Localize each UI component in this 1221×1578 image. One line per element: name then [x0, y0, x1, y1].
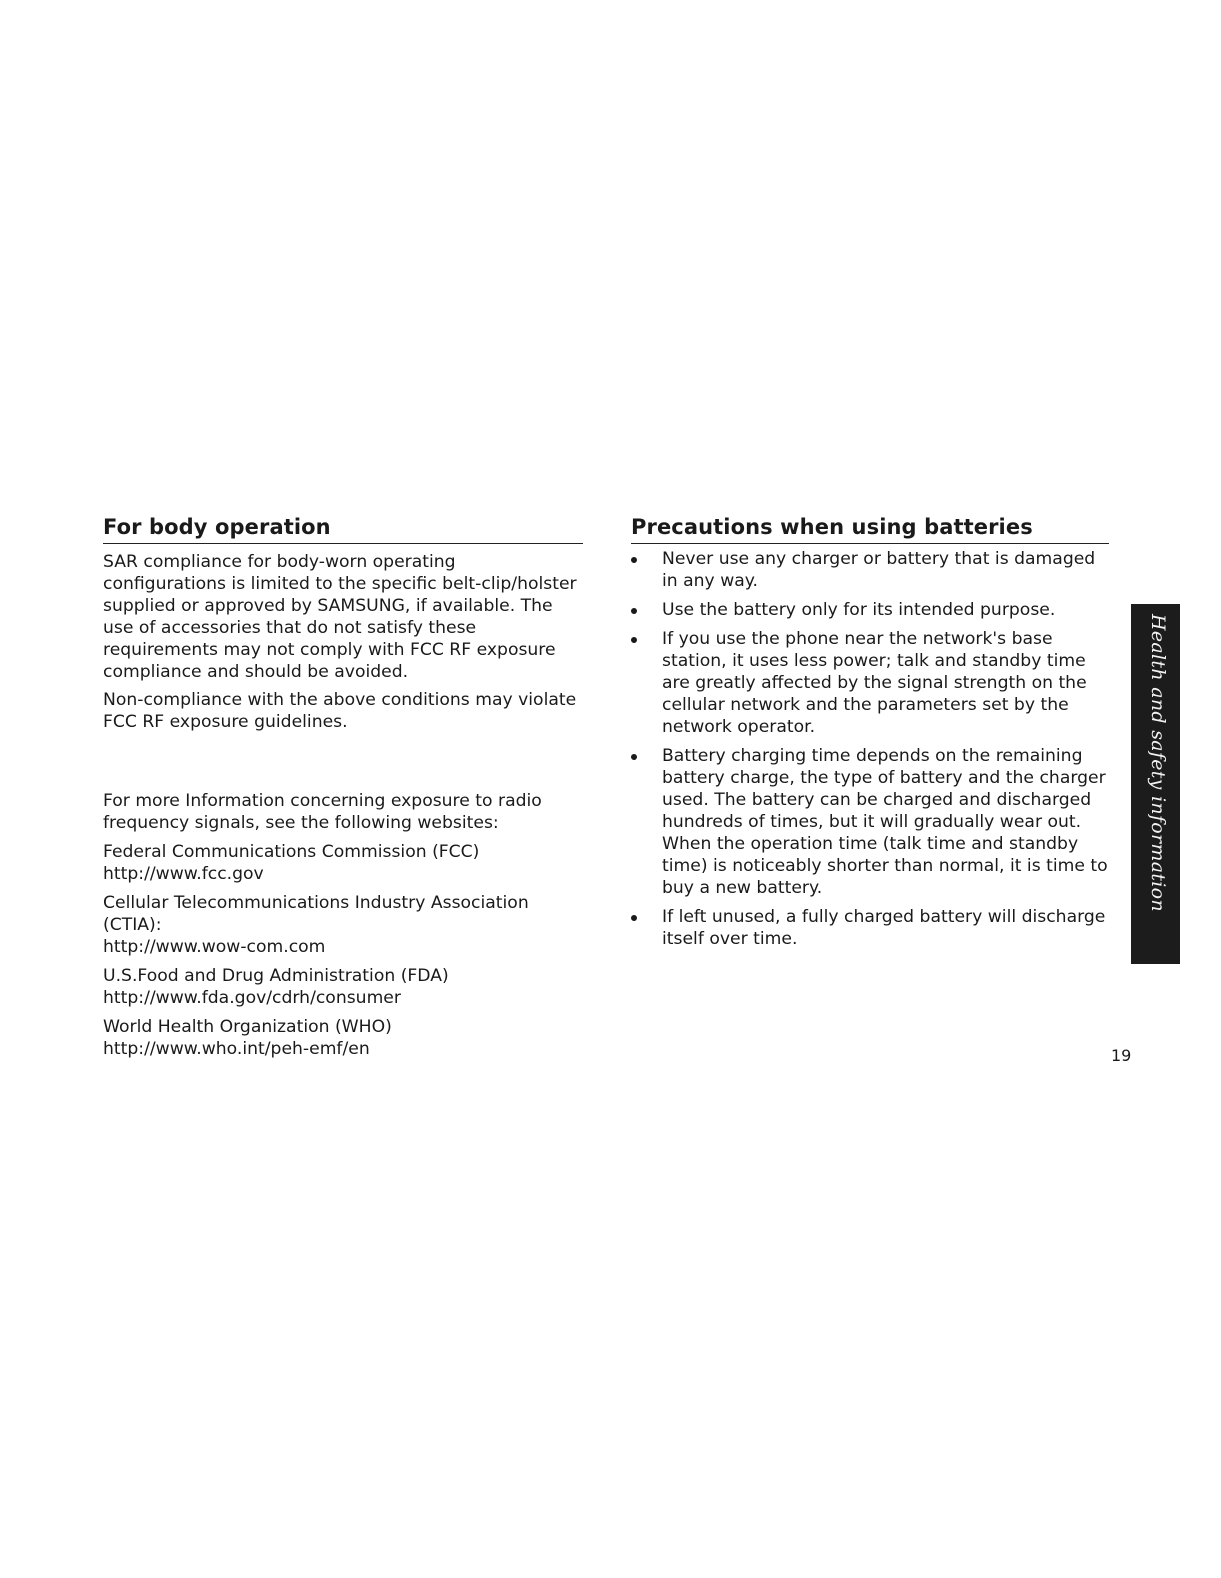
- bullet-icon: [631, 608, 637, 614]
- website-url[interactable]: http://www.wow-com.com: [103, 937, 326, 957]
- website-url[interactable]: http://www.who.int/peh-emf/en: [103, 1039, 370, 1059]
- battery-precautions-heading: Precautions when using batteries: [631, 514, 1109, 544]
- website-entry-fda: [103, 965, 583, 1009]
- battery-precautions-list: [631, 548, 1109, 950]
- website-entry-fcc: [103, 841, 583, 885]
- website-entry-ctia: [103, 892, 583, 958]
- website-entry-who: [103, 1016, 583, 1060]
- website-name: Cellular Telecommunications Industry Association (CTIA):: [103, 893, 529, 935]
- page-number: 19: [1111, 1046, 1132, 1065]
- website-url[interactable]: http://www.fda.gov/cdrh/consumer: [103, 988, 401, 1008]
- bullet-icon: [631, 754, 637, 760]
- website-url[interactable]: http://www.fcc.gov: [103, 864, 264, 884]
- list-item: If you use the phone near the network's base station, it uses less power; talk and standby time are greatly affected by the signal strength on the cellular network and the parameters set by the network operator.: [631, 628, 1109, 738]
- list-item: Battery charging time depends on the remaining battery charge, the type of battery and the charger used. The battery can be charged and discharged hundreds of times, but it will gradually wear out. When the operation time (talk time and standby time) is noticeably shorter than normal, it is time to buy a new battery.: [631, 745, 1109, 899]
- more-info-paragraph: For more Information concerning exposure to radio frequency signals, see the following websites:: [103, 791, 542, 833]
- bullet-icon: [631, 915, 637, 921]
- list-item: If left unused, a fully charged battery will discharge itself over time.: [631, 906, 1109, 950]
- bullet-icon: [631, 637, 637, 643]
- website-name: Federal Communications Commission (FCC): [103, 842, 480, 862]
- left-column: [103, 514, 583, 1060]
- section-side-tab: [1131, 604, 1180, 964]
- non-compliance-paragraph: Non-compliance with the above conditions may violate FCC RF exposure guidelines.: [103, 690, 577, 732]
- right-column: [631, 514, 1109, 957]
- section-side-tab-label: Health and safety information: [1147, 614, 1169, 912]
- website-name: U.S.Food and Drug Administration (FDA): [103, 966, 449, 986]
- body-operation-heading: For body operation: [103, 514, 583, 544]
- list-item: Never use any charger or battery that is damaged in any way.: [631, 548, 1109, 592]
- website-name: World Health Organization (WHO): [103, 1017, 392, 1037]
- sar-compliance-paragraph: SAR compliance for body-worn operating configurations is limited to the specific belt-clip/holster supplied or approved by SAMSUNG, if available. The use of accessories that do not satisfy these requirements may not comply with FCC RF exposure compliance and should be avoided.: [103, 552, 577, 682]
- list-item: Use the battery only for its intended purpose.: [631, 599, 1109, 621]
- bullet-icon: [631, 557, 637, 563]
